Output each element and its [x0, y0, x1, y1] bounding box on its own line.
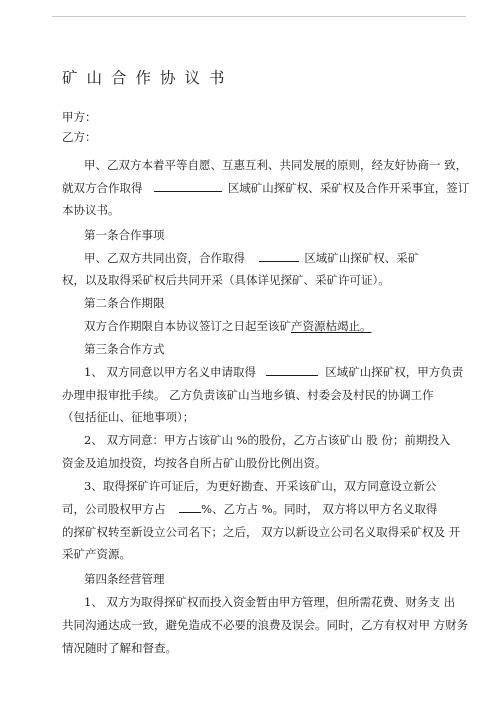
article-2-line-1-underlined: 产资源枯竭止。: [291, 319, 372, 333]
blank-field: [154, 181, 222, 192]
blank-field: [179, 502, 201, 513]
article-1-line-1: [84, 250, 419, 266]
blank-field: [259, 251, 299, 262]
article-1-line-1-b: 区域矿山探矿权、采矿: [304, 251, 420, 265]
party-a-label: 甲方：: [62, 110, 97, 124]
article-3-item-1-line-3: （包括征山、征地事项）；: [62, 410, 195, 424]
article-3-item-1-line-1: [84, 364, 463, 380]
article-3-item-1-line-2: 办理申报审批手续。 乙方负责该矿山当地乡镇、村委会及村民的协调工作: [62, 388, 434, 402]
article-3-item-1-line-1-b: 区域矿山探矿权，甲方负责: [325, 365, 464, 379]
article-3-item-1-line-1-a: 1、 双方同意以甲方名义申请取得: [84, 365, 256, 379]
article-4-item-1-line-2: 共同沟通达成一致，避免造成不必要的浪费及误会。同时，乙方有权对甲 方财务: [62, 618, 469, 632]
intro-line-2-b: 区域矿山探矿权、采矿权及合作开采事宜，签订: [227, 181, 470, 195]
article-2-heading: 第二条合作期限: [84, 296, 165, 310]
article-4-item-1-line-1: 1、 双方为取得探矿权而投入资金暂由甲方管理，但所需花费、财务支 出: [84, 595, 456, 609]
article-3-item-3-line-3: 的探矿权转至新设立公司名下；之后， 双方以新设立公司名义取得采矿权及 开: [62, 525, 461, 539]
intro-line-2-a: 就双方合作取得: [62, 181, 143, 195]
article-1-line-2: 权，以及取得采矿权后共同开采（具体详见探矿、采矿许可证）。: [62, 273, 390, 287]
article-3-item-3-line-4: 采矿产资源。: [62, 547, 131, 561]
party-b-label: 乙方：: [62, 130, 97, 144]
intro-line-2: [62, 180, 469, 196]
article-1-heading: 第一条合作事项: [84, 228, 165, 242]
article-4-item-1-line-3: 情况随时了解和督查。: [62, 641, 177, 655]
article-3-heading: 第三条合作方式: [84, 342, 165, 356]
intro-line-3: 本协议书。: [62, 203, 120, 217]
blank-field: [266, 365, 318, 376]
article-3-item-3-line-2-b: %、乙方占 %。同时， 双方将以甲方名义取得: [201, 502, 438, 516]
intro-line-1: 甲、乙双方本着平等自愿、互惠互利、共同发展的原则，经友好协商一 致，: [84, 158, 468, 172]
article-3-item-2-line-1: 2、 双方同意：甲方占该矿山 %的股份，乙方占该矿山 股 份；前期投入: [84, 433, 451, 447]
article-2-line-1: [84, 318, 372, 334]
article-3-item-2-line-2: 资金及追加投资，均按各自所占矿山股份比例出资。: [62, 456, 327, 470]
article-3-item-3-line-1: 3、取得探矿许可证后，为更好勘查、开采该矿山，双方同意设立新公: [84, 479, 437, 493]
article-1-line-1-a: 甲、乙双方共同出资，合作取得: [84, 251, 245, 265]
article-4-heading: 第四条经营管理: [84, 572, 165, 586]
article-3-item-3-line-2: [62, 501, 437, 517]
article-3-item-3-line-2-a: 司，公司股权甲方占: [62, 502, 166, 516]
document-title: 矿山合作协议书: [62, 69, 234, 87]
top-rule: [52, 16, 466, 17]
article-2-line-1-a: 双方合作期限自本协议签订之日起至该矿: [84, 319, 291, 333]
